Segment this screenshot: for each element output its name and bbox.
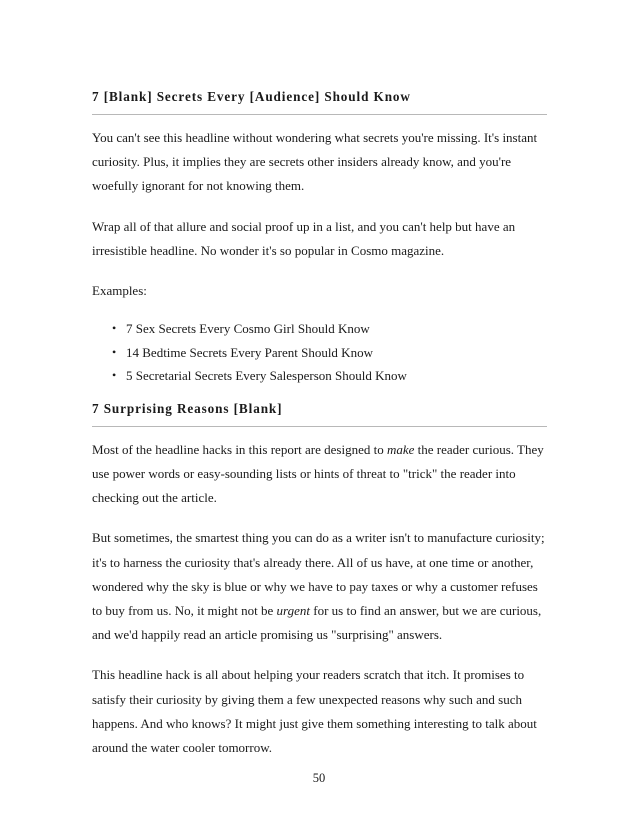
paragraph: Most of the headline hacks in this report are designed to make the reader curious. They use power words or easy-sounding lists or hints of threat to "trick" the reader into checking out the article. xyxy=(92,441,544,506)
emphasis-text: urgent xyxy=(276,602,310,618)
emphasis-text: make xyxy=(386,441,415,457)
paragraph: Wrap all of that allure and social proof up in a list, and you can't help but have an irresistible headline. No wonder it's so popular in Cosmo magazine. xyxy=(92,218,516,258)
bullet-icon: • xyxy=(112,321,117,336)
paragraph: You can't see this headline without wondering what secrets you're missing. It's instant curiosity. Plus, it implies they are secrets other insiders already know, and you're woefully ignorant for not knowing them. xyxy=(92,130,538,194)
examples-label: Examples: xyxy=(92,283,147,299)
section-heading-secrets: 7 [Blank] Secrets Every [Audience] Should Know xyxy=(92,89,411,104)
list-item: • 7 Sex Secrets Every Cosmo Girl Should Know xyxy=(112,317,547,341)
list-item: • 5 Secretarial Secrets Every Salesperson Should Know xyxy=(112,364,547,388)
paragraph: This headline hack is all about helping your readers scratch that itch. It promises to satisfy their curiosity by giving them a few unexpected reasons why such and such happens. And who knows? It might just give them something interesting to talk about around the water cooler tomorrow. xyxy=(92,667,537,755)
page-number: 50 xyxy=(312,771,326,785)
section-heading-reasons: 7 Surprising Reasons [Blank] xyxy=(92,400,283,416)
examples-list xyxy=(92,317,547,388)
bullet-icon: • xyxy=(112,368,117,383)
page-content xyxy=(92,88,547,760)
list-item: • 14 Bedtime Secrets Every Parent Should Know xyxy=(112,341,547,365)
paragraph: But sometimes, the smartest thing you can do as a writer isn't to manufacture curiosity; it's to harness the curiosity that's already there. All of us have, at one time or another, wondered why the sky is blue or why we have to pay taxes or why a customer refuses to buy from us. No, it might not be urgent for us to find an answer, but we are curious, and we'd happily read an article promising us "surprising" answers. xyxy=(92,530,545,643)
bullet-icon: • xyxy=(112,344,117,359)
